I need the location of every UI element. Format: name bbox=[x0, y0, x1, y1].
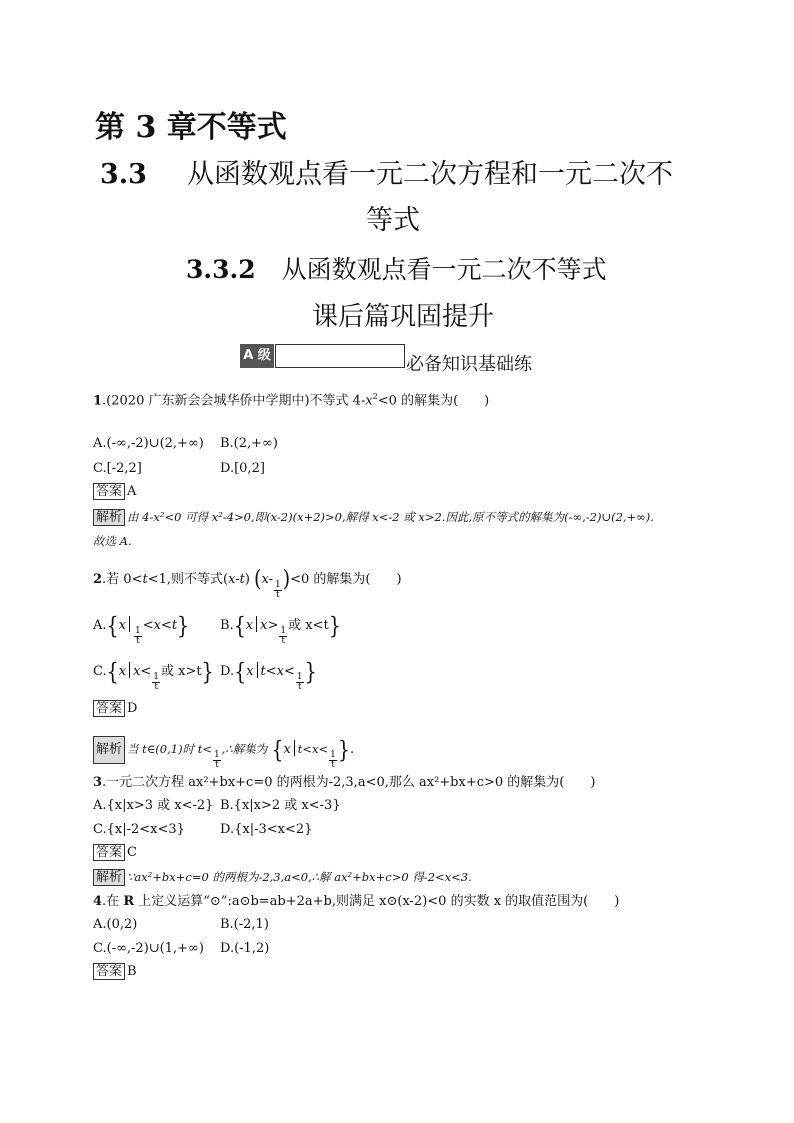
fraction bbox=[296, 673, 304, 692]
q1-answer: A bbox=[127, 484, 137, 499]
fraction bbox=[213, 751, 221, 770]
q2-option-b bbox=[220, 612, 341, 646]
frac-num: 1 bbox=[330, 750, 336, 760]
left-brace: { bbox=[233, 612, 246, 640]
q3-answer: C bbox=[127, 845, 137, 860]
q1-analysis-row bbox=[93, 508, 654, 527]
right-brace: } bbox=[337, 736, 350, 764]
q2-analysis-a: 当 t∈(0,1)时 t< bbox=[127, 742, 212, 756]
right-brace: } bbox=[201, 658, 214, 686]
left-paren: ( bbox=[254, 565, 262, 593]
q4-answer-row bbox=[93, 963, 137, 981]
q4-stem-b: 上定义运算“⊙”:a⊙b=ab+2a+b,则满足 x⊙(x-2)<0 的实数 x 的取值范围为( ) bbox=[134, 894, 620, 909]
set-condition: <x<t bbox=[142, 618, 178, 633]
subsection-heading bbox=[186, 250, 607, 286]
level-box bbox=[275, 344, 405, 368]
frac-den: t bbox=[215, 760, 219, 770]
right-paren: ) bbox=[282, 565, 291, 593]
subsection-number: 3.3.2 bbox=[186, 255, 256, 284]
q2-option-a bbox=[93, 612, 190, 646]
analysis-tag: 解析 bbox=[93, 509, 125, 526]
set-condition-2: 或 x>t bbox=[161, 664, 202, 679]
q4-option-a: A.(0,2) bbox=[93, 917, 138, 932]
fraction bbox=[329, 751, 337, 770]
q4-stem-a: .在 bbox=[102, 894, 124, 909]
period: . bbox=[350, 742, 355, 757]
q1-option-c: C.[-2,2] bbox=[93, 461, 142, 476]
option-label: B. bbox=[220, 618, 234, 633]
right-brace: } bbox=[304, 658, 317, 686]
set-bar bbox=[129, 662, 130, 678]
frac-num: 1 bbox=[274, 580, 281, 590]
q1-analysis-line1: 由 4-x²<0 可得 x²-4>0,即(x-2)(x+2)>0,解得 x<-2 或 x>2.因此,原不等式的解集为(-∞,-2)∪(2,+∞). bbox=[127, 510, 654, 524]
q3-stem-text: .一元二次方程 ax²+bx+c=0 的两根为-2,3,a<0,那么 ax²+bx+c>0 的解集为( ) bbox=[102, 775, 596, 790]
fraction bbox=[134, 627, 142, 646]
answer-tag: 答案 bbox=[93, 844, 125, 861]
q2-stem-x: x- bbox=[261, 572, 273, 587]
frac-num: 1 bbox=[296, 672, 303, 682]
set-var: x bbox=[283, 742, 291, 757]
q2-analysis-row bbox=[93, 736, 354, 770]
frac-den: t bbox=[297, 682, 302, 692]
set-condition: x> bbox=[260, 618, 279, 633]
set-condition: x< bbox=[133, 664, 152, 679]
set-bar bbox=[129, 616, 130, 632]
level-badge: A 级 bbox=[240, 344, 274, 368]
frac-num: 1 bbox=[280, 626, 287, 636]
section-title-line1: 从函数观点看一元二次方程和一元二次不 bbox=[186, 159, 673, 190]
q4-stem bbox=[93, 893, 619, 911]
q1-stem bbox=[93, 388, 489, 410]
q1-stem-end: <0 的解集为( ) bbox=[377, 393, 490, 409]
option-label: D. bbox=[220, 664, 235, 679]
option-label: C. bbox=[93, 664, 107, 679]
frac-num: 1 bbox=[213, 750, 220, 760]
frac-den: t bbox=[136, 636, 140, 646]
q2-t: t bbox=[142, 572, 148, 587]
q2-answer-row bbox=[93, 700, 137, 718]
left-brace: { bbox=[234, 658, 247, 686]
answer-tag: 答案 bbox=[93, 483, 125, 500]
set-var: x bbox=[118, 618, 126, 633]
frac-den: t bbox=[281, 636, 286, 646]
q4-number: 4 bbox=[93, 894, 103, 909]
set-bar bbox=[256, 616, 257, 632]
set-condition: t<x< bbox=[260, 664, 295, 679]
q3-stem bbox=[93, 774, 595, 792]
fraction bbox=[274, 581, 282, 600]
q2-stem-e: <0 的解集为( ) bbox=[290, 572, 402, 587]
set-var: x bbox=[118, 664, 127, 679]
frac-den: t bbox=[154, 682, 158, 692]
q3-option-d: D.{x|-3<x<2} bbox=[220, 822, 313, 837]
fraction bbox=[152, 673, 160, 692]
analysis-tag: 解析 bbox=[93, 869, 125, 886]
q2-number: 2 bbox=[93, 572, 103, 587]
q2-stem-a: .若 0< bbox=[102, 572, 143, 587]
q1-option-a: A.(-∞,-2)∪(2,+∞) bbox=[93, 436, 204, 451]
subsection-title: 从函数观点看一元二次不等式 bbox=[281, 255, 607, 284]
section-heading bbox=[100, 152, 673, 191]
set-bar bbox=[257, 662, 258, 678]
q2-option-d bbox=[220, 658, 317, 692]
q2-analysis-b: ,∴解集为 bbox=[221, 742, 268, 756]
right-brace: } bbox=[328, 612, 341, 640]
frac-den: t bbox=[331, 760, 335, 770]
q1-analysis-line2: 故选 A. bbox=[93, 534, 132, 548]
q3-answer-row bbox=[93, 844, 137, 862]
q3-analysis-row bbox=[93, 868, 472, 887]
right-brace: } bbox=[177, 612, 190, 640]
frac-den: t bbox=[276, 590, 280, 600]
q1-stem-text: .(2020 广东新会会城华侨中学期中)不等式 4- bbox=[102, 393, 366, 409]
q3-analysis: ∵ax²+bx+c=0 的两根为-2,3,a<0,∴解 ax²+bx+c>0 得-2<x<3. bbox=[127, 870, 472, 884]
q2-stem-d: ) bbox=[244, 572, 250, 587]
answer-tag: 答案 bbox=[93, 963, 125, 980]
left-brace: { bbox=[106, 658, 119, 686]
q4-option-c: C.(-∞,-2)∪(1,+∞) bbox=[93, 941, 204, 956]
q1-var: x bbox=[365, 393, 373, 409]
fraction bbox=[279, 627, 287, 646]
q2-option-c bbox=[93, 658, 214, 692]
q4-option-d: D.(-1,2) bbox=[220, 941, 270, 956]
set-condition: t<x< bbox=[297, 742, 329, 756]
q2-answer: D bbox=[127, 701, 138, 716]
q3-option-c: C.{x|-2<x<3} bbox=[93, 822, 185, 837]
left-brace: { bbox=[271, 736, 284, 764]
q1-option-d: D.[0,2] bbox=[220, 461, 265, 476]
section-title-line2: 等式 bbox=[366, 205, 420, 236]
q1-exponent: 2 bbox=[372, 392, 378, 401]
q2-stem-c: x-t bbox=[228, 572, 245, 587]
q3-option-a: A.{x|x>3 或 x<-2} bbox=[93, 798, 214, 813]
set-bar bbox=[294, 740, 295, 756]
set-var: x bbox=[245, 618, 254, 633]
section-number: 3.3 bbox=[100, 159, 147, 190]
q2-stem bbox=[93, 565, 402, 600]
analysis-tag: 解析 bbox=[93, 736, 125, 764]
q3-option-b: B.{x|x>2 或 x<-3} bbox=[220, 798, 341, 813]
q4-stem-R: R bbox=[123, 894, 135, 909]
frac-num: 1 bbox=[134, 626, 141, 636]
page-subtitle: 课后篇巩固提升 bbox=[312, 302, 495, 332]
set-condition-2: 或 x<t bbox=[288, 618, 329, 633]
chapter-title: 第 3 章不等式 bbox=[95, 110, 287, 145]
frac-num: 1 bbox=[153, 672, 160, 682]
set-var: x bbox=[246, 664, 254, 679]
q3-number: 3 bbox=[93, 775, 103, 790]
level-label: 必备知识基础练 bbox=[406, 354, 532, 375]
q2-stem-b: <1,则不等式( bbox=[147, 572, 229, 587]
q1-option-b: B.(2,+∞) bbox=[220, 436, 278, 451]
q1-number: 1 bbox=[93, 393, 103, 409]
q4-answer: B bbox=[127, 964, 137, 979]
q4-option-b: B.(-2,1) bbox=[220, 917, 269, 932]
q1-answer-row bbox=[93, 483, 136, 501]
option-label: A. bbox=[93, 618, 107, 633]
left-brace: { bbox=[106, 612, 119, 640]
answer-tag: 答案 bbox=[93, 700, 125, 717]
